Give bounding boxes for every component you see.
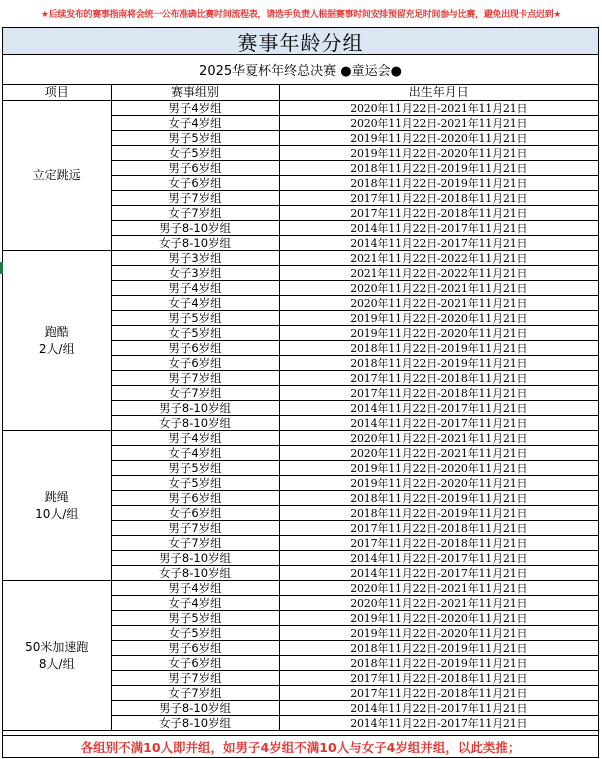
birth-range-cell: 2020年11月22日-2021年11月21日 bbox=[279, 596, 598, 611]
birth-range-cell: 2019年11月22日-2020年11月21日 bbox=[279, 476, 598, 491]
birth-range-cell: 2014年11月22日-2017年11月21日 bbox=[279, 701, 598, 716]
table-header-row bbox=[3, 85, 598, 101]
group-cell: 女子3岁组 bbox=[111, 266, 279, 281]
group-cell: 女子7岁组 bbox=[111, 386, 279, 401]
age-group-table bbox=[3, 85, 598, 731]
notice-banner: ★后续发布的赛事指南将会统一公布准确比赛时间流程表，请选手负责人根据赛事时间安排预留充足时间参与比赛，避免出现卡点迟到★ bbox=[40, 10, 562, 20]
age-group-sheet bbox=[2, 27, 599, 758]
group-cell: 男子7岁组 bbox=[111, 191, 279, 206]
birth-range-cell: 2019年11月22日-2020年11月21日 bbox=[279, 131, 598, 146]
group-cell: 女子8-10岁组 bbox=[111, 236, 279, 251]
birth-range-cell: 2017年11月22日-2018年11月21日 bbox=[279, 191, 598, 206]
group-cell: 男子5岁组 bbox=[111, 611, 279, 626]
birth-range-cell: 2021年11月22日-2022年11月21日 bbox=[279, 251, 598, 266]
group-cell: 女子8-10岁组 bbox=[111, 566, 279, 581]
birth-range-cell: 2019年11月22日-2020年11月21日 bbox=[279, 611, 598, 626]
group-cell: 男子6岁组 bbox=[111, 161, 279, 176]
birth-range-cell: 2020年11月22日-2021年11月21日 bbox=[279, 116, 598, 131]
group-cell: 男子8-10岁组 bbox=[111, 701, 279, 716]
birth-range-cell: 2017年11月22日-2018年11月21日 bbox=[279, 686, 598, 701]
group-cell: 女子4岁组 bbox=[111, 446, 279, 461]
birth-range-cell: 2017年11月22日-2018年11月21日 bbox=[279, 371, 598, 386]
group-cell: 男子8-10岁组 bbox=[111, 221, 279, 236]
group-cell: 男子5岁组 bbox=[111, 461, 279, 476]
group-cell: 女子6岁组 bbox=[111, 656, 279, 671]
event-name: 2025华夏杯年终总决赛 ●童运会● bbox=[3, 55, 598, 85]
birth-range-cell: 2014年11月22日-2017年11月21日 bbox=[279, 716, 598, 731]
birth-range-cell: 2014年11月22日-2017年11月21日 bbox=[279, 566, 598, 581]
group-cell: 男子4岁组 bbox=[111, 581, 279, 596]
item-cell bbox=[3, 431, 111, 581]
item-name: 跑酷 bbox=[44, 324, 69, 339]
table-row bbox=[3, 431, 598, 446]
birth-range-cell: 2014年11月22日-2017年11月21日 bbox=[279, 401, 598, 416]
table-row bbox=[3, 581, 598, 596]
group-cell: 女子8-10岁组 bbox=[111, 716, 279, 731]
group-cell: 男子6岁组 bbox=[111, 491, 279, 506]
group-cell: 男子7岁组 bbox=[111, 671, 279, 686]
group-cell: 女子4岁组 bbox=[111, 116, 279, 131]
birth-range-cell: 2017年11月22日-2018年11月21日 bbox=[279, 671, 598, 686]
group-cell: 女子5岁组 bbox=[111, 326, 279, 341]
birth-range-cell: 2018年11月22日-2019年11月21日 bbox=[279, 641, 598, 656]
birth-range-cell: 2018年11月22日-2019年11月21日 bbox=[279, 506, 598, 521]
group-cell: 女子7岁组 bbox=[111, 206, 279, 221]
group-cell: 男子6岁组 bbox=[111, 641, 279, 656]
birth-range-cell: 2017年11月22日-2018年11月21日 bbox=[279, 206, 598, 221]
birth-range-cell: 2014年11月22日-2017年11月21日 bbox=[279, 416, 598, 431]
group-cell: 女子6岁组 bbox=[111, 176, 279, 191]
group-cell: 女子7岁组 bbox=[111, 686, 279, 701]
item-note: 8人/组 bbox=[38, 656, 75, 671]
group-cell: 男子4岁组 bbox=[111, 431, 279, 446]
header-group: 赛事组别 bbox=[111, 85, 279, 101]
group-cell: 女子6岁组 bbox=[111, 506, 279, 521]
birth-range-cell: 2014年11月22日-2017年11月21日 bbox=[279, 236, 598, 251]
item-name: 跳绳 bbox=[44, 489, 69, 504]
group-cell: 男子4岁组 bbox=[111, 101, 279, 116]
row-marker bbox=[0, 262, 3, 274]
group-cell: 男子4岁组 bbox=[111, 281, 279, 296]
birth-range-cell: 2019年11月22日-2020年11月21日 bbox=[279, 311, 598, 326]
group-cell: 女子8-10岁组 bbox=[111, 416, 279, 431]
group-cell: 女子4岁组 bbox=[111, 596, 279, 611]
birth-range-cell: 2018年11月22日-2019年11月21日 bbox=[279, 341, 598, 356]
group-cell: 男子5岁组 bbox=[111, 311, 279, 326]
birth-range-cell: 2020年11月22日-2021年11月21日 bbox=[279, 281, 598, 296]
header-item: 项目 bbox=[3, 85, 111, 101]
item-name: 立定跳远 bbox=[32, 168, 81, 182]
table-row bbox=[3, 101, 598, 116]
sheet-title: 赛事年龄分组 bbox=[3, 28, 598, 55]
item-cell bbox=[3, 101, 111, 251]
group-cell: 女子5岁组 bbox=[111, 476, 279, 491]
birth-range-cell: 2019年11月22日-2020年11月21日 bbox=[279, 461, 598, 476]
birth-range-cell: 2020年11月22日-2021年11月21日 bbox=[279, 581, 598, 596]
birth-range-cell: 2020年11月22日-2021年11月21日 bbox=[279, 431, 598, 446]
birth-range-cell: 2017年11月22日-2018年11月21日 bbox=[279, 521, 598, 536]
birth-range-cell: 2018年11月22日-2019年11月21日 bbox=[279, 176, 598, 191]
item-cell bbox=[3, 251, 111, 431]
group-cell: 女子6岁组 bbox=[111, 356, 279, 371]
item-cell bbox=[3, 581, 111, 731]
group-cell: 男子8-10岁组 bbox=[111, 551, 279, 566]
birth-range-cell: 2014年11月22日-2017年11月21日 bbox=[279, 551, 598, 566]
group-cell: 男子5岁组 bbox=[111, 131, 279, 146]
birth-range-cell: 2014年11月22日-2017年11月21日 bbox=[279, 221, 598, 236]
item-note: 10人/组 bbox=[35, 506, 79, 521]
group-cell: 女子5岁组 bbox=[111, 146, 279, 161]
item-name: 50米加速跑 bbox=[25, 639, 89, 654]
group-cell: 男子7岁组 bbox=[111, 521, 279, 536]
group-cell: 女子4岁组 bbox=[111, 296, 279, 311]
birth-range-cell: 2018年11月22日-2019年11月21日 bbox=[279, 656, 598, 671]
birth-range-cell: 2021年11月22日-2022年11月21日 bbox=[279, 266, 598, 281]
table-row bbox=[3, 251, 598, 266]
item-note: 2人/组 bbox=[38, 341, 75, 356]
birth-range-cell: 2018年11月22日-2019年11月21日 bbox=[279, 161, 598, 176]
birth-range-cell: 2020年11月22日-2021年11月21日 bbox=[279, 296, 598, 311]
birth-range-cell: 2019年11月22日-2020年11月21日 bbox=[279, 326, 598, 341]
group-cell: 男子8-10岁组 bbox=[111, 401, 279, 416]
birth-range-cell: 2017年11月22日-2018年11月21日 bbox=[279, 386, 598, 401]
header-birth: 出生年月日 bbox=[279, 85, 598, 101]
birth-range-cell: 2018年11月22日-2019年11月21日 bbox=[279, 356, 598, 371]
group-cell: 男子7岁组 bbox=[111, 371, 279, 386]
birth-range-cell: 2020年11月22日-2021年11月21日 bbox=[279, 446, 598, 461]
group-cell: 女子7岁组 bbox=[111, 536, 279, 551]
birth-range-cell: 2017年11月22日-2018年11月21日 bbox=[279, 536, 598, 551]
group-cell: 男子3岁组 bbox=[111, 251, 279, 266]
birth-range-cell: 2018年11月22日-2019年11月21日 bbox=[279, 491, 598, 506]
group-cell: 女子5岁组 bbox=[111, 626, 279, 641]
birth-range-cell: 2019年11月22日-2020年11月21日 bbox=[279, 146, 598, 161]
group-cell: 男子6岁组 bbox=[111, 341, 279, 356]
table-body bbox=[3, 101, 598, 731]
merge-rule-note: 各组别不满10人即并组，如男子4岁组不满10人与女子4岁组并组，以此类推； bbox=[3, 735, 598, 757]
birth-range-cell: 2019年11月22日-2020年11月21日 bbox=[279, 626, 598, 641]
birth-range-cell: 2020年11月22日-2021年11月21日 bbox=[279, 101, 598, 116]
